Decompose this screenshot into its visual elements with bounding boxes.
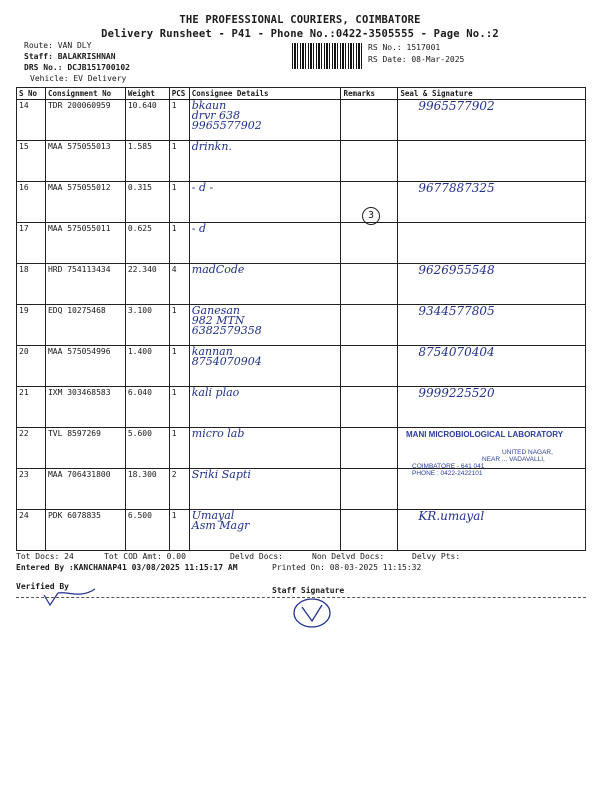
signature-cell: 9626955548 [398, 264, 586, 305]
sno-cell: 16 [17, 182, 46, 223]
remarks-cell [341, 264, 398, 305]
pcs-cell: 1 [169, 305, 189, 346]
col-sno: S No [17, 88, 46, 100]
staff: Staff: BALAKRISHNAN [24, 52, 116, 61]
pcs-cell: 1 [169, 223, 189, 264]
consignment-cell: HRD 754113434 [45, 264, 125, 305]
table-row [17, 141, 586, 182]
consignment-cell: MAA 706431800 [45, 469, 125, 510]
consignment-cell: MAA 575055013 [45, 141, 125, 182]
stamp-line-3: NEAR ... VADAVALLI, [482, 456, 545, 463]
stamp-line-5: PHONE : 0422-2422101 [412, 470, 483, 477]
consignment-cell: EDQ 10275468 [45, 305, 125, 346]
col-consignment: Consignment No [45, 88, 125, 100]
consignment-cell: IXM 303468583 [45, 387, 125, 428]
weight-cell: 10.640 [125, 100, 169, 141]
sno-cell: 18 [17, 264, 46, 305]
stamp-line-4: COIMBATORE - 641 041 [412, 463, 485, 470]
tot-cod: Tot COD Amt: 0.00 [104, 552, 186, 561]
col-weight: Weight [125, 88, 169, 100]
route: Route: VAN DLY [24, 41, 92, 50]
consignment-cell: MAA 575055011 [45, 223, 125, 264]
consignee-cell: - d - [189, 182, 341, 223]
consignment-cell: TVL 8597269 [45, 428, 125, 469]
runsheet-subtitle: Delivery Runsheet - P41 - Phone No.:0422-3505555 - Page No.:2 [101, 28, 499, 40]
sno-cell: 22 [17, 428, 46, 469]
rs-date: RS Date: 08-Mar-2025 [368, 55, 465, 64]
table-row [17, 264, 586, 305]
pcs-cell: 4 [169, 264, 189, 305]
table-row [17, 182, 586, 223]
consignee-cell: kali plao [189, 387, 341, 428]
weight-cell: 1.585 [125, 141, 169, 182]
delvy-pts: Delvy Pts: [412, 552, 461, 561]
signature-cell [398, 223, 586, 264]
signature-cell: 8754070404 [398, 346, 586, 387]
signature-cell: 9344577805 [398, 305, 586, 346]
barcode [292, 43, 362, 69]
consignee-cell: micro lab [189, 428, 341, 469]
col-signature: Seal & Signature [398, 88, 586, 100]
remarks-cell [341, 346, 398, 387]
remarks-cell [341, 141, 398, 182]
sno-cell: 23 [17, 469, 46, 510]
consignment-cell: TDR 200060959 [45, 100, 125, 141]
consignee-cell: Ganesan 982 MTN 6382579358 [189, 305, 341, 346]
weight-cell: 0.315 [125, 182, 169, 223]
pcs-cell: 1 [169, 510, 189, 551]
pcs-cell: 2 [169, 469, 189, 510]
col-pcs: PCS [169, 88, 189, 100]
sno-cell: 20 [17, 346, 46, 387]
sno-cell: 15 [17, 141, 46, 182]
pcs-cell: 1 [169, 346, 189, 387]
weight-cell: 6.500 [125, 510, 169, 551]
remarks-circle-mark: 3 [362, 207, 380, 225]
consignment-cell: PDK 6078835 [45, 510, 125, 551]
sno-cell: 19 [17, 305, 46, 346]
weight-cell: 18.300 [125, 469, 169, 510]
entered-by: Entered By :KANCHANAP41 03/08/2025 11:15:17 AM [16, 563, 238, 572]
rs-number: RS No.: 1517001 [368, 43, 441, 52]
signature-cell: 9965577902 [398, 100, 586, 141]
company-title: THE PROFESSIONAL COURIERS, COIMBATORE [179, 14, 421, 26]
consignee-cell: drinkn. [189, 141, 341, 182]
verified-signature-icon [40, 585, 100, 611]
tot-docs: Tot Docs: 24 [16, 552, 74, 561]
remarks-cell [341, 387, 398, 428]
consignee-cell: kannan 8754070904 [189, 346, 341, 387]
consignee-cell: Sriki Sapti [189, 469, 341, 510]
table-row [17, 223, 586, 264]
table-row [17, 346, 586, 387]
remarks-cell [341, 223, 398, 264]
printed-on: Printed On: 08-03-2025 11:15:32 [272, 563, 422, 572]
remarks-cell [341, 100, 398, 141]
col-consignee: Consignee Details [189, 88, 341, 100]
consignee-cell: bkaun drvr 638 9965577902 [189, 100, 341, 141]
delvd-docs: Delvd Docs: [230, 552, 283, 561]
weight-cell: 0.625 [125, 223, 169, 264]
pcs-cell: 1 [169, 428, 189, 469]
sno-cell: 24 [17, 510, 46, 551]
table-row [17, 100, 586, 141]
col-remarks: Remarks [341, 88, 398, 100]
consignee-cell: madCode [189, 264, 341, 305]
drs-number: DRS No.: DCJB151700102 [24, 63, 130, 72]
weight-cell: 22.340 [125, 264, 169, 305]
verified-by: Verified By [16, 582, 69, 591]
staff-signature: Staff Signature [272, 586, 345, 595]
consignee-cell: Umayal Asm Magr [189, 510, 341, 551]
table-header-row [17, 88, 586, 100]
signature-cell: 9677887325 [398, 182, 586, 223]
weight-cell: 3.100 [125, 305, 169, 346]
consignee-cell: - d [189, 223, 341, 264]
signature-cell: 9999225520 [398, 387, 586, 428]
signature-cell: KR.umayal [398, 510, 586, 551]
signature-cell [398, 141, 586, 182]
staff-signature-icon [290, 595, 336, 631]
sno-cell: 17 [17, 223, 46, 264]
table-row [17, 305, 586, 346]
pcs-cell: 1 [169, 387, 189, 428]
table-row [17, 387, 586, 428]
non-delvd-docs: Non Delvd Docs: [312, 552, 385, 561]
vehicle: Vehicle: EV Delivery [30, 74, 127, 83]
pcs-cell: 1 [169, 100, 189, 141]
sno-cell: 21 [17, 387, 46, 428]
pcs-cell: 1 [169, 141, 189, 182]
stamp-line-2: UNITED NAGAR, [502, 449, 553, 456]
weight-cell: 5.600 [125, 428, 169, 469]
remarks-cell [341, 305, 398, 346]
sno-cell: 14 [17, 100, 46, 141]
consignment-cell: MAA 575054996 [45, 346, 125, 387]
pcs-cell: 1 [169, 182, 189, 223]
lab-stamp [372, 430, 582, 522]
weight-cell: 6.040 [125, 387, 169, 428]
weight-cell: 1.400 [125, 346, 169, 387]
stamp-line-1: MANI MICROBIOLOGICAL LABORATORY [406, 430, 564, 439]
consignment-cell: MAA 575055012 [45, 182, 125, 223]
